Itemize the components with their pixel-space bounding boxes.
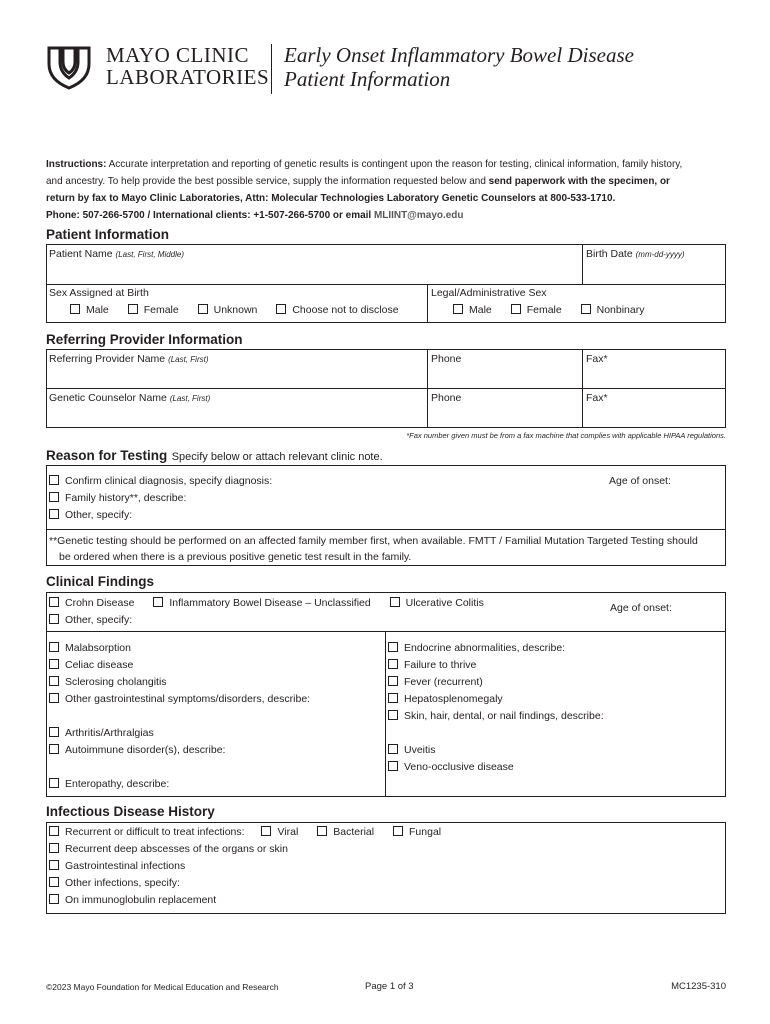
counselor-phone-field[interactable]: Phone xyxy=(431,392,462,404)
celiac-checkbox[interactable]: Celiac disease xyxy=(49,657,310,674)
birth-date-field[interactable]: Birth Date (mm-dd-yyyy) xyxy=(586,248,685,260)
crohn-checkbox[interactable]: Crohn Disease xyxy=(49,595,134,612)
uveitis-checkbox[interactable]: Uveitis xyxy=(388,742,514,759)
hepatosplenomegaly-checkbox[interactable]: Hepatosplenomegaly xyxy=(388,691,604,708)
reason-heading: Reason for Testing Specify below or attach relevant clinic note. xyxy=(46,448,383,463)
infectious-heading: Infectious Disease History xyxy=(46,804,215,819)
provider-fax-field[interactable]: Fax* xyxy=(586,353,608,365)
clinical-age-onset-field[interactable]: Age of onset: xyxy=(610,602,672,614)
divider xyxy=(582,349,583,428)
divider xyxy=(46,388,726,389)
patient-name-field[interactable]: Patient Name (Last, First, Middle) xyxy=(49,248,185,260)
cholangitis-checkbox[interactable]: Sclerosing cholangitis xyxy=(49,674,310,691)
skin-findings-checkbox[interactable]: Skin, hair, dental, or nail findings, describe: xyxy=(388,708,604,725)
clinical-top-options xyxy=(49,595,500,629)
divider xyxy=(385,631,386,797)
counselor-fax-field[interactable]: Fax* xyxy=(586,392,608,404)
sex-assigned-options xyxy=(70,304,415,316)
divider xyxy=(427,349,428,428)
bacterial-checkbox[interactable]: Bacterial xyxy=(317,824,374,841)
endocrine-checkbox[interactable]: Endocrine abnormalities, describe: xyxy=(388,640,604,657)
divider xyxy=(582,244,583,284)
reason-list xyxy=(49,473,272,524)
recurrent-infections-checkbox[interactable]: Recurrent or difficult to treat infections: xyxy=(49,826,245,838)
provider-info-heading: Referring Provider Information xyxy=(46,332,243,347)
genetic-counselor-field[interactable]: Genetic Counselor Name (Last, First) xyxy=(49,392,211,404)
reason-other-checkbox[interactable]: Other, specify: xyxy=(49,507,272,524)
sex-female-checkbox[interactable]: Female xyxy=(128,304,179,316)
form-title: Early Onset Inflammatory Bowel Disease Patient Information xyxy=(284,43,634,91)
deep-abscesses-checkbox[interactable]: Recurrent deep abscesses of the organs or skin xyxy=(49,841,457,858)
immunoglobulin-checkbox[interactable]: On immunoglobulin replacement xyxy=(49,892,457,909)
gi-infections-checkbox[interactable]: Gastrointestinal infections xyxy=(49,858,457,875)
sex-male-checkbox[interactable]: Male xyxy=(70,304,109,316)
other-infections-checkbox[interactable]: Other infections, specify: xyxy=(49,875,457,892)
legal-nonbinary-checkbox[interactable]: Nonbinary xyxy=(581,304,645,316)
fungal-checkbox[interactable]: Fungal xyxy=(393,824,441,841)
divider xyxy=(46,631,726,632)
veno-occlusive-checkbox[interactable]: Veno-occlusive disease xyxy=(388,759,514,776)
sex-unknown-checkbox[interactable]: Unknown xyxy=(198,304,258,316)
family-history-checkbox[interactable]: Family history**, describe: xyxy=(49,490,272,507)
divider xyxy=(427,284,428,323)
infectious-list xyxy=(49,824,457,909)
legal-female-checkbox[interactable]: Female xyxy=(511,304,562,316)
ibd-unclassified-checkbox[interactable]: Inflammatory Bowel Disease – Unclassified xyxy=(153,595,370,612)
fever-checkbox[interactable]: Fever (recurrent) xyxy=(388,674,604,691)
form-code: MC1235-310 xyxy=(671,981,726,992)
reason-age-onset-field[interactable]: Age of onset: xyxy=(609,475,671,487)
page-number: Page 1 of 3 xyxy=(365,981,414,992)
clinical-left-list xyxy=(49,640,310,708)
other-gi-checkbox[interactable]: Other gastrointestinal symptoms/disorders, describe: xyxy=(49,691,310,708)
clinical-right-list-2 xyxy=(388,742,514,776)
referring-provider-field[interactable]: Referring Provider Name (Last, First) xyxy=(49,353,209,365)
copyright: ©2023 Mayo Foundation for Medical Education and Research xyxy=(46,982,279,992)
provider-phone-field[interactable]: Phone xyxy=(431,353,462,365)
legal-sex-label: Legal/Administrative Sex xyxy=(431,287,547,299)
instructions: Instructions: Accurate interpretation and reporting of genetic results is contingent upon the reason for testing, clinical information, family history, and ancestry. To help provide the best possible service, supply the information requested below and send paperwork with the specimen, or return by fax to Mayo Clinic Laboratories, Attn: Molecular Technologies Laboratory Genetic Counselors at 800-533-1710. Phone: 507-266-5700 / International clients: +1-507-266-5700 or email MLIINT@mayo.edu xyxy=(46,158,683,221)
clinical-heading: Clinical Findings xyxy=(46,574,155,589)
brand-name: MAYO CLINIC LABORATORIES xyxy=(106,43,270,89)
confirm-diagnosis-checkbox[interactable]: Confirm clinical diagnosis, specify diagnosis: xyxy=(49,473,272,490)
legal-male-checkbox[interactable]: Male xyxy=(453,304,492,316)
header-divider xyxy=(271,44,272,94)
sex-not-disclose-checkbox[interactable]: Choose not to disclose xyxy=(276,304,398,316)
ulcerative-colitis-checkbox[interactable]: Ulcerative Colitis xyxy=(390,595,484,612)
divider xyxy=(46,529,726,530)
sex-assigned-label: Sex Assigned at Birth xyxy=(49,287,149,299)
malabsorption-checkbox[interactable]: Malabsorption xyxy=(49,640,310,657)
clinical-left-list-3 xyxy=(49,776,169,793)
divider xyxy=(46,284,726,285)
legal-sex-options xyxy=(453,304,661,316)
arthritis-checkbox[interactable]: Arthritis/Arthralgias xyxy=(49,725,225,742)
enteropathy-checkbox[interactable]: Enteropathy, describe: xyxy=(49,776,169,793)
mayo-clinic-shield-logo xyxy=(46,44,92,90)
clinical-right-list xyxy=(388,640,604,725)
failure-to-thrive-checkbox[interactable]: Failure to thrive xyxy=(388,657,604,674)
clinical-other-checkbox[interactable]: Other, specify: xyxy=(49,612,500,629)
autoimmune-checkbox[interactable]: Autoimmune disorder(s), describe: xyxy=(49,742,225,759)
fmtt-note: **Genetic testing should be performed on an affected family member first, when available. FMTT / Familial Mutation Targeted Testing should be ordered when there is a previous positive genetic test result in the family. xyxy=(49,535,698,563)
viral-checkbox[interactable]: Viral xyxy=(261,824,298,841)
fax-footnote: *Fax number given must be from a fax machine that complies with applicable HIPAA regulations. xyxy=(406,431,726,440)
email-link[interactable]: MLIINT@mayo.edu xyxy=(373,209,464,221)
clinical-left-list-2 xyxy=(49,725,225,759)
patient-info-heading: Patient Information xyxy=(46,227,170,242)
